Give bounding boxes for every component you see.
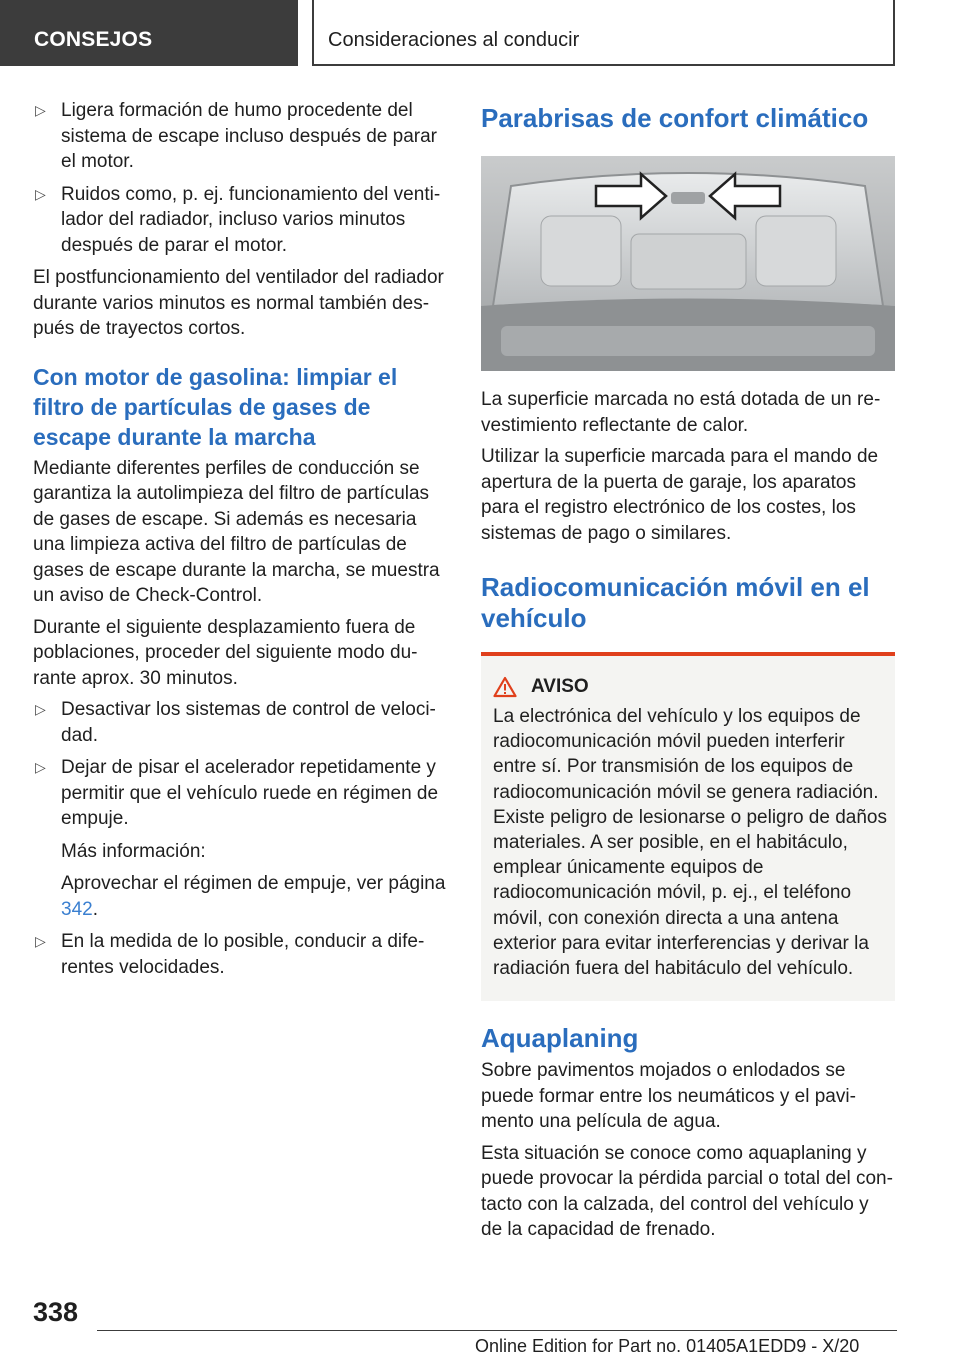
page-number: 338	[33, 1297, 79, 1327]
triangle-bullet-icon: ▷	[35, 102, 46, 118]
right-column	[481, 103, 895, 1249]
paragraph: Utilizar la superficie marcada para el mando de apertura de la puerta de garaje, los aparatos para el registro electrónico de los costes, los sistemas de pago o similares.	[481, 446, 879, 544]
warning-header	[487, 676, 887, 698]
paragraph: Mediante diferentes perfiles de conducción se garantiza la autolimpieza del filtro de partículas de gases de escape. Si además es necesaria una limpieza activa del filtro de partículas de gases de escape durante la marcha, se muestra un aviso de Check-Control.	[33, 457, 440, 606]
page-header	[0, 0, 960, 66]
left-column	[33, 98, 447, 987]
windshield-photo	[481, 156, 895, 371]
section-tab: CONSEJOS	[0, 0, 298, 66]
section-heading: Aquaplaning	[481, 1023, 639, 1054]
triangle-bullet-icon: ▷	[35, 759, 46, 775]
section-heading: Parabrisas de confort climático	[481, 103, 869, 133]
footer-divider	[97, 1330, 897, 1331]
paragraph: El postfuncionamiento del ventilador del radiador durante varios minutos es normal también después de trayectos cortos.	[33, 267, 444, 339]
edition-text: Online Edition for Part no. 01405A1EDD9 - X/20	[475, 1336, 860, 1356]
section-heading: Con motor de gasolina: limpiar el filtro de partículas de gases de escape durante la marcha	[33, 363, 398, 450]
cross-reference: Aprovechar el régimen de empuje, ver página 342.	[61, 873, 446, 920]
warning-text: La electrónica del vehículo y los equipos de radiocomunicación móvil pueden interferir entre sí. Por transmisión de los equipos de radiocomunicación móvil se genera radiación. Existe peligro de lesionarse o peligro de daños materiales. A ser posible, en el habitáculo, emplear únicamente equipos de radiocomunicación móvil, p. ej., el teléfono móvil, con conexión directa a una antena exterior para evitar interferencias y derivar la radiación fuera del habitáculo del vehículo.	[493, 706, 887, 980]
paragraph: Durante el siguiente desplazamiento fuera de poblaciones, proceder del siguiente modo durante aprox. 30 minutos.	[33, 616, 418, 689]
list-item: ▷ Ruidos como, p. ej. funcionamiento del ventilador del radiador, incluso varios minutos después de parar el motor.	[35, 183, 441, 256]
warning-label: AVISO	[531, 676, 589, 697]
chapter-title: Consideraciones al conducir	[312, 0, 895, 66]
paragraph: La superficie marcada no está dotada de un revestimiento reflectante de calor.	[481, 389, 881, 436]
triangle-bullet-icon: ▷	[35, 185, 46, 202]
list-item: ▷ Ligera formación de humo procedente del sistema de escape incluso después de parar el motor.	[35, 100, 438, 172]
paragraph: Esta situación se conoce como aquaplaning y puede provocar la pérdida parcial o total del contacto con la calzada, del control del vehículo y de la capacidad de frenado.	[481, 1142, 893, 1241]
more-info-label: Más información:	[61, 840, 206, 862]
page-link[interactable]: 342	[61, 898, 93, 920]
warning-box	[481, 652, 895, 1001]
list-item: ▷ En la medida de lo posible, conducir a diferentes velocidades.	[35, 931, 425, 978]
list-item: ▷ Desactivar los sistemas de control de velocidad.	[35, 699, 436, 746]
triangle-bullet-icon: ▷	[35, 701, 46, 717]
warning-triangle-icon	[493, 676, 517, 698]
paragraph: Sobre pavimentos mojados o enlodados se puede formar entre los neumáticos y el pavimento una película de agua.	[481, 1060, 856, 1133]
triangle-bullet-icon: ▷	[35, 933, 46, 949]
list-item: ▷ Dejar de pisar el acelerador repetidamente y permitir que el vehículo ruede en régimen de empuje.	[35, 757, 439, 829]
section-heading: Radiocomunicación móvil en el vehículo	[481, 572, 870, 633]
